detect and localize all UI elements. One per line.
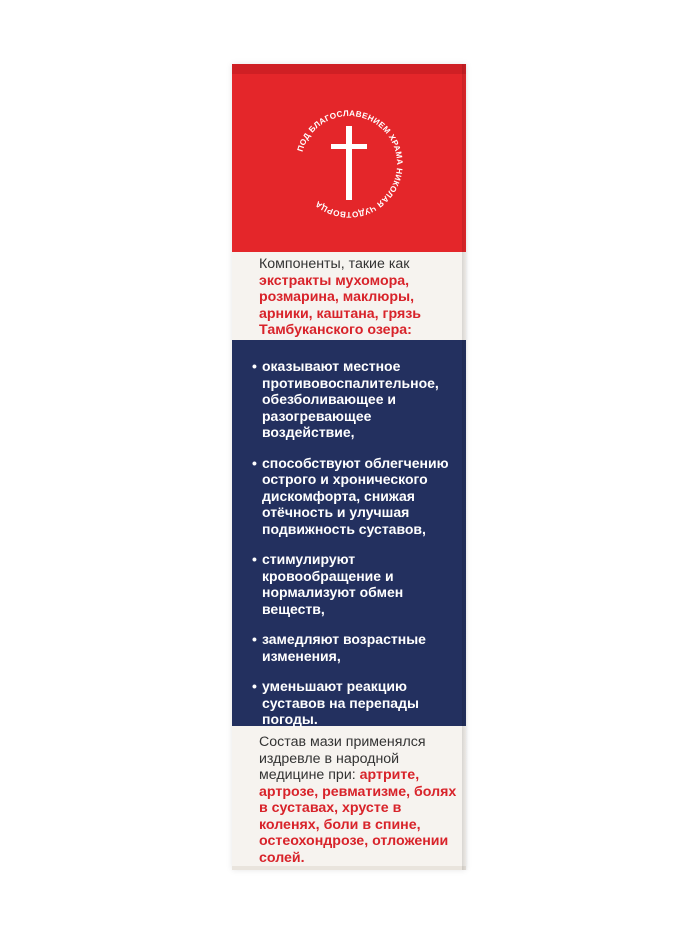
church-seal bbox=[289, 104, 409, 224]
top-strip bbox=[232, 64, 466, 74]
red-band bbox=[232, 64, 466, 252]
outro-text bbox=[259, 734, 464, 866]
benefit-item: • стимулируют кровообращение и нормализуют обмен веществ, bbox=[252, 551, 462, 617]
benefit-item: • оказывают местное противовоспалительное, обезболивающее и разогревающее воздействие, bbox=[252, 358, 462, 441]
product-box bbox=[232, 64, 466, 870]
intro-highlight: экстракты мухомора, розмарина, маклюры, арники, каштана, грязь Тамбуканского озера: bbox=[259, 272, 421, 338]
benefits-panel bbox=[232, 340, 466, 726]
benefit-item: • способствуют облегчению острого и хронического дискомфорта, снижая отёчность и улучшая подвижность суставов, bbox=[252, 455, 462, 538]
cross-icon bbox=[331, 126, 367, 200]
benefit-item: • замедляют возрастные изменения, bbox=[252, 631, 462, 664]
intro-plain: Компоненты, такие как bbox=[259, 256, 410, 272]
bottom-edge bbox=[232, 866, 466, 870]
seal-graphic bbox=[289, 104, 409, 224]
intro-text bbox=[259, 256, 459, 339]
seal-ring-text: ПОД БЛАГОСЛАВЕНИЕМ ХРАМА НИКОЛАЯ ЧУДОТВОРЦА bbox=[295, 108, 405, 220]
outro-highlight: артрите, артрозе, ревматизме, болях в суставах, хрусте в коленях, боли в спине, остеохондрозе, отложении солей. bbox=[259, 767, 457, 866]
benefits-list bbox=[252, 358, 462, 742]
benefit-item: • уменьшают реакцию суставов на перепады погоды. bbox=[252, 678, 462, 728]
box-side-shadow bbox=[462, 64, 468, 870]
outro-plain: Состав мази применялся издревле в народной медицине при: bbox=[259, 734, 426, 783]
